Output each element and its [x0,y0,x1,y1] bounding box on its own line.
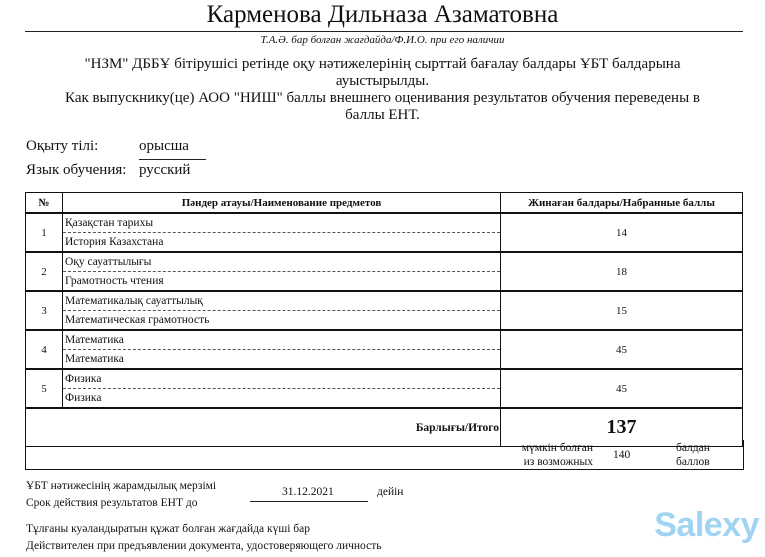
possible-prefix [522,441,593,469]
possible-prefix-ru: из возможных [523,456,593,468]
possible-score-row [25,440,744,470]
subject-ru: Математика [65,353,124,365]
subject-ru: Физика [65,392,102,404]
validity-label-ru: Срок действия результатов ЕНТ до [26,497,198,509]
table-header-row [26,193,743,214]
row-score: 15 [501,291,743,330]
row-score: 45 [501,330,743,369]
name-caption: Т.А.Ә. бар болған жағдайда/Ф.И.О. при его наличии [260,34,505,46]
table-row [26,252,743,291]
subject-kz: Математикалық сауаттылық [63,292,500,311]
subject-ru: Математическая грамотность [65,314,210,326]
language-value-kz: орысша [139,138,189,154]
possible-suffix [676,441,710,469]
language-underline [139,159,206,160]
validity-date: 31.12.2021 [282,486,334,498]
header-score: Жинаған балдары/Набранные баллы [501,193,743,214]
row-num: 5 [26,369,63,408]
subject-kz: Оқу сауаттылығы [63,253,500,272]
possible-suffix-kz: балдан [676,442,710,454]
salexy-watermark: Salexy [654,506,759,544]
row-subject [63,252,501,291]
student-full-name: Карменова Дильназа Азаматовна [206,1,559,28]
validity-suffix: дейін [377,486,404,498]
table-row [26,213,743,252]
row-num: 3 [26,291,63,330]
header-num: № [26,193,63,214]
language-label-kz: Оқыту тілі: [26,138,99,154]
row-subject [63,291,501,330]
validity-label-kz: ҰБТ нәтижесінің жарамдылық мерзімі [26,480,217,492]
table-row [26,291,743,330]
identity-note-ru: Действителен при предъявлении документа, удостоверяющего личность [26,540,382,552]
validity-date-underline [250,501,368,502]
intro-text [60,56,705,124]
header-subject: Пәндер атауы/Наименование предметов [63,193,501,214]
subject-kz: Физика [63,370,500,389]
subject-ru: Грамотность чтения [65,275,164,287]
language-value-ru: русский [139,162,191,178]
row-num: 4 [26,330,63,369]
row-subject [63,213,501,252]
identity-note [26,521,381,555]
subject-kz: Қазақстан тарихы [63,214,500,233]
validity-label [26,478,216,512]
subject-kz: Математика [63,331,500,350]
subject-ru: История Казахстана [65,236,164,248]
intro-ru: Как выпускнику(це) АОО "НИШ" баллы внешнего оценивания результатов обучения переведены в баллы ЕНТ. [65,90,700,123]
row-num: 2 [26,252,63,291]
row-score: 45 [501,369,743,408]
row-num: 1 [26,213,63,252]
table-row [26,330,743,369]
possible-prefix-kz: мүмкін болған [521,442,593,454]
name-underline [25,31,743,32]
total-label: Барлығы/Итого [26,408,501,447]
row-score: 18 [501,252,743,291]
possible-suffix-ru: баллов [676,456,710,468]
table-row [26,369,743,408]
total-value: 137 [501,408,743,447]
identity-note-kz: Тұлғаны куәландыратын құжат болған жағдайда күші бар [26,523,310,535]
row-score: 14 [501,213,743,252]
row-subject [63,330,501,369]
possible-max-value: 140 [613,449,631,461]
intro-kz: "НЗМ" ДББҰ бітірушісі ретінде оқу нәтижелерінің сырттай бағалау балдары ҰБТ балдарына ауыстырылды. [84,56,681,89]
results-table [25,192,743,447]
row-subject [63,369,501,408]
language-label-ru: Язык обучения: [26,162,127,178]
